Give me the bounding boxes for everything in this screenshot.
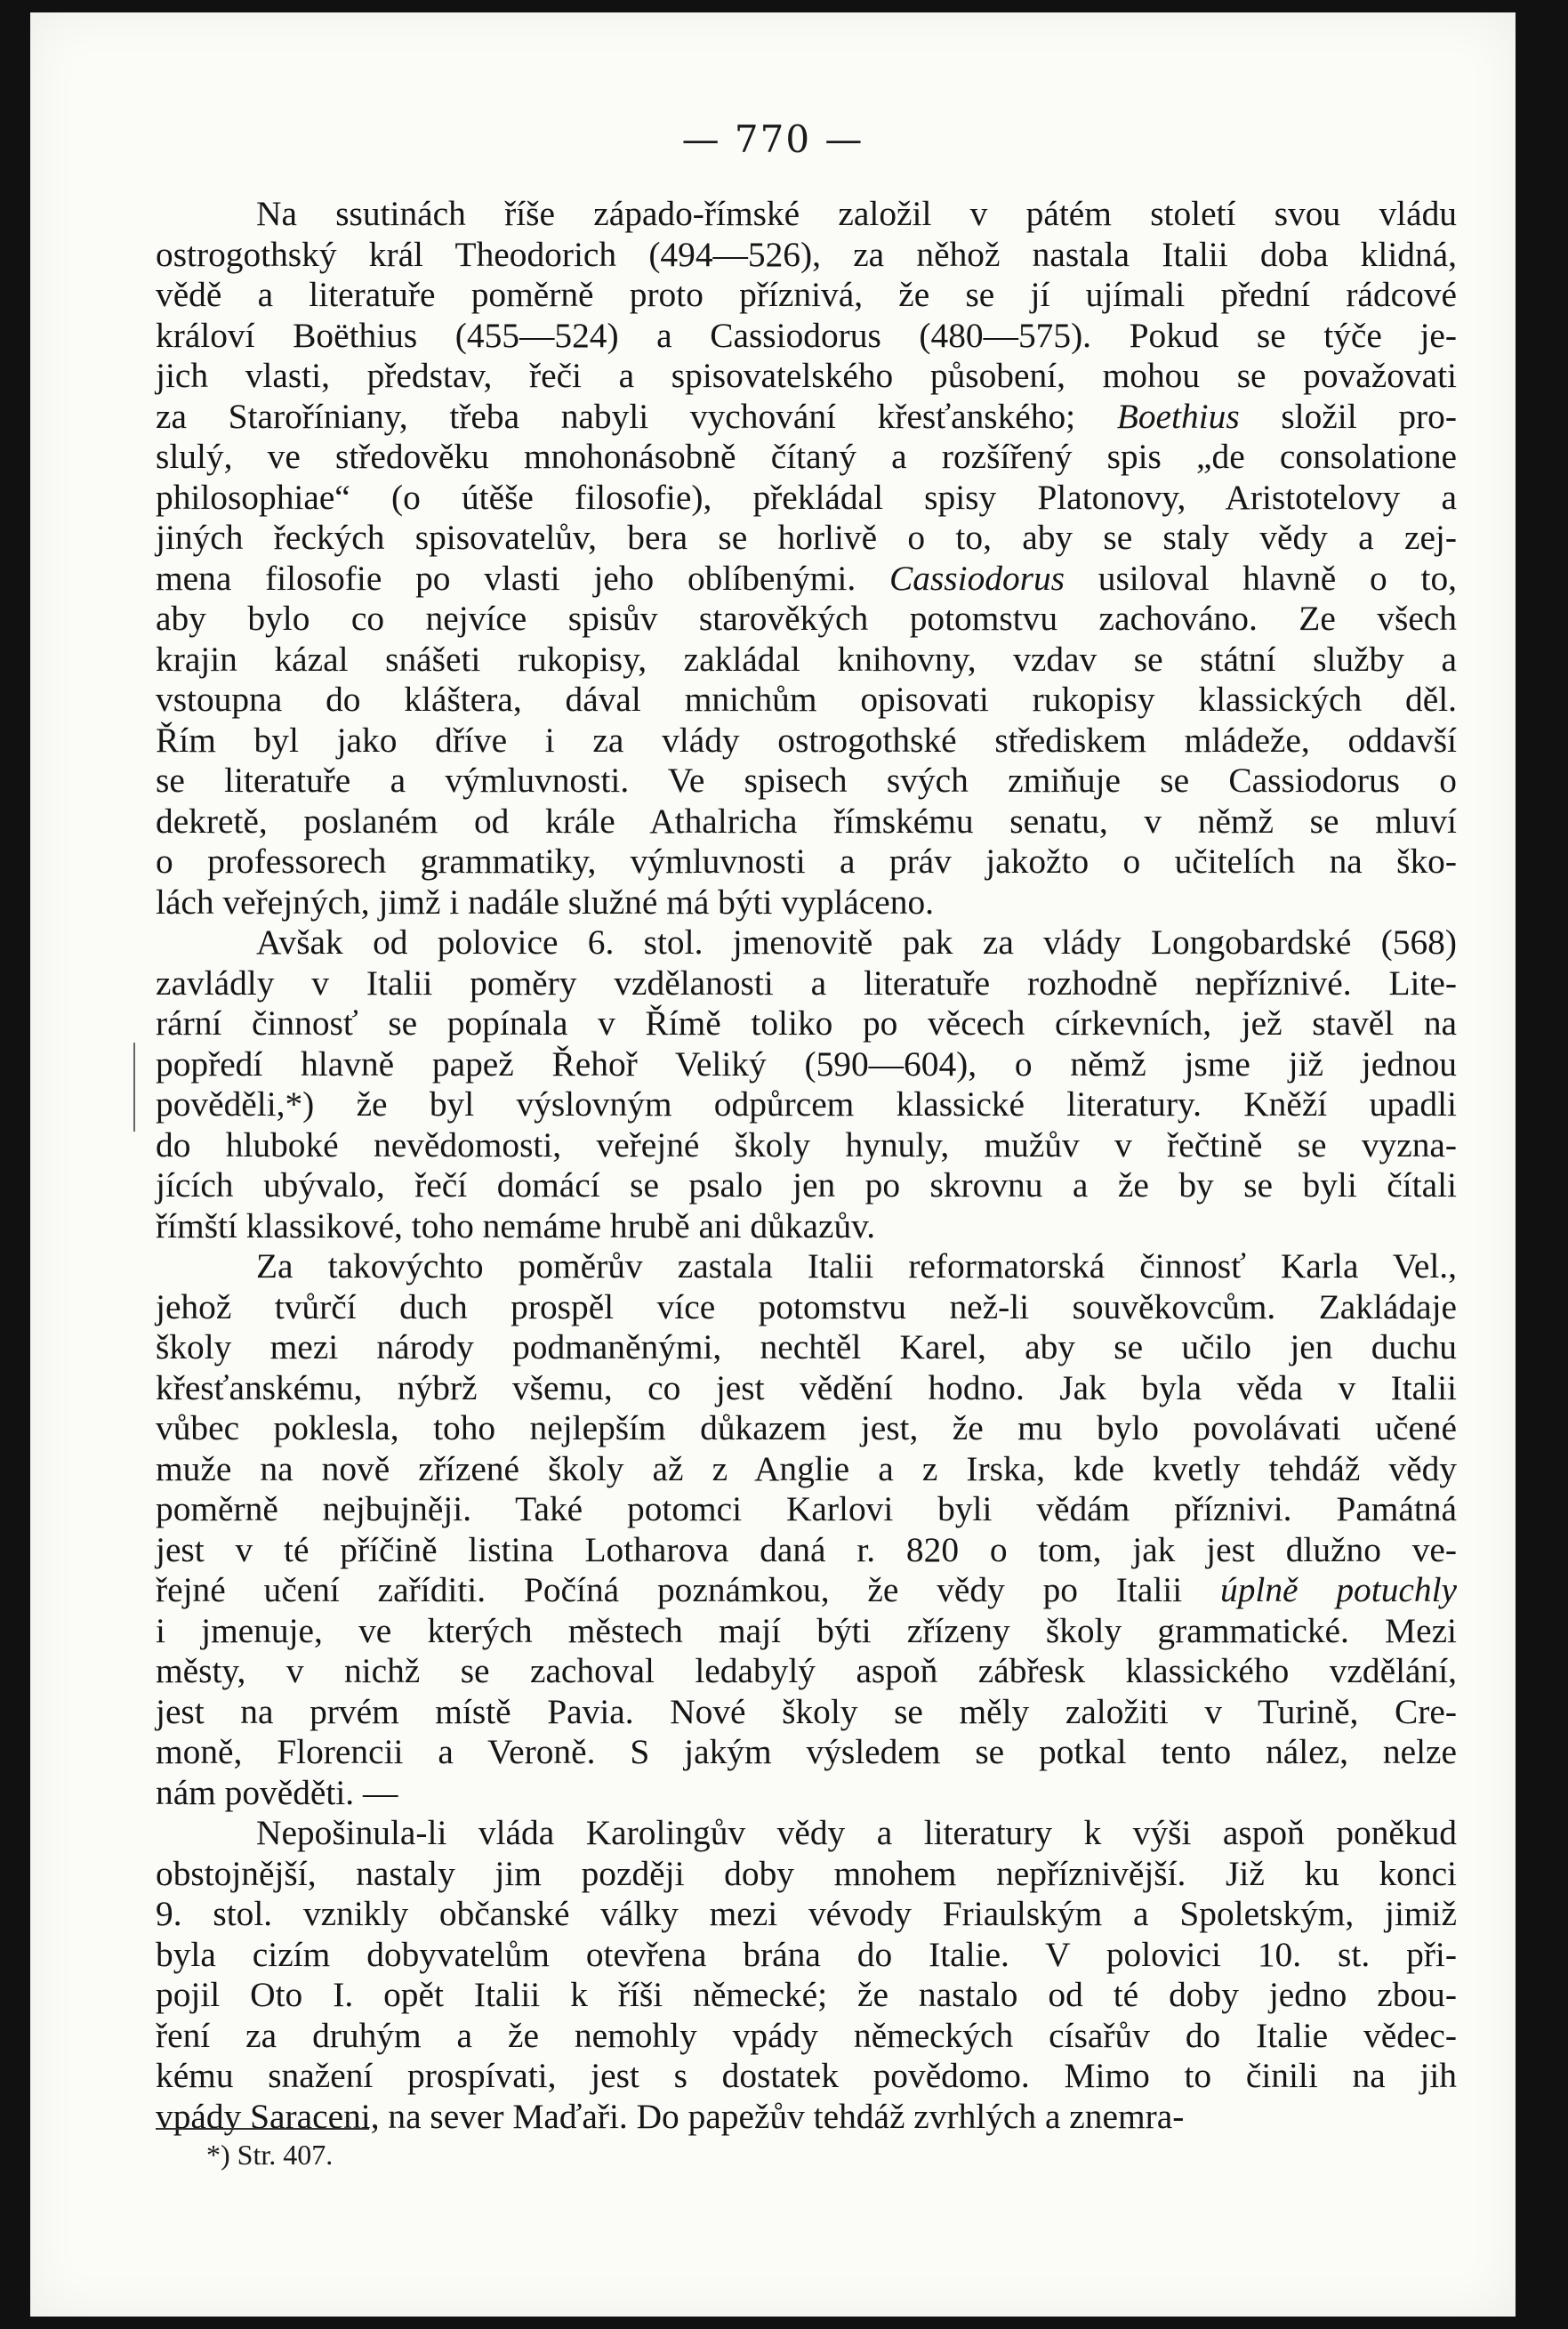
text-line: i jmenuje, ve kterých městech mají býti zřízeny školy grammatické. Mezi (156, 1610, 1457, 1650)
text-line: slulý, ve středověku mnohonásobně čítaný a rozšířený spis „de consolatione (156, 437, 1457, 476)
text-line: vpády Saraceni, na sever Maďaři. Do papežův tehdáž zvrhlých a znemra- (156, 2096, 1185, 2136)
text-line: královí Boëthius (455—524) a Cassiodorus (480—575). Pokud se týče je- (156, 315, 1457, 355)
text-line: vůbec poklesla, toho nejlepším důkazem jest, že mu bylo povolávati učené (156, 1408, 1457, 1447)
paragraph (156, 923, 1457, 1246)
text-line: mena filosofie po vlasti jeho oblíbenými. Cassiodorus usiloval hlavně o to, (156, 558, 1457, 598)
text-line: nám pověděti. — (156, 1772, 398, 1812)
text-line: popředí hlavně papež Řehoř Veliký (590—604), o němž jsme již jednou (156, 1044, 1457, 1084)
text-line: Na ssutinách říše západo-římské založil v pátém století svou vládu (256, 194, 1457, 233)
margin-mark (133, 1043, 135, 1132)
text-line: se literatuře a výmluvnosti. Ve spisech svých zmiňuje se Cassiodorus o (156, 761, 1457, 800)
text-line: Za takovýchto poměrův zastala Italii reformatorská činnosť Karla Vel., (256, 1246, 1457, 1285)
text-line: lách veřejných, jimž i nadále služné má býti vypláceno. (156, 882, 935, 922)
body-text (156, 194, 1457, 2137)
text-line: obstojnější, nastaly jim později doby mnohem nepříznivější. Již ku konci (156, 1853, 1457, 1893)
paragraph (156, 194, 1457, 923)
text-line: zavládly v Italii poměry vzdělanosti a literatuře rozhodně nepříznivé. Lite- (156, 963, 1457, 1003)
text-line: městy, v nichž se zachoval ledabylý aspoň zábřesk klassického vzdělání, (156, 1651, 1457, 1690)
footnote: *) Str. 407. (206, 2139, 334, 2171)
paragraph (156, 1246, 1457, 1813)
text-line: jest na prvém místě Pavia. Nové školy se měly založiti v Turině, Cre- (156, 1691, 1457, 1731)
text-line: dekretě, poslaném od krále Athalricha římskému senatu, v němž se mluví (156, 801, 1457, 841)
text-line: o professorech grammatiky, výmluvnosti a práv jakožto o učitelích na ško- (156, 842, 1457, 881)
text-line: školy mezi národy podmaněnými, nechtěl Karel, aby se učilo jen duchu (156, 1327, 1457, 1366)
text-line: 9. stol. vznikly občanské války mezi vévody Friaulským a Spoletským, jimiž (156, 1894, 1457, 1933)
text-line: krajin kázal snášeti rukopisy, zakládal knihovny, vzdav se státní služby a (156, 639, 1457, 679)
text-line: Avšak od polovice 6. stol. jmenovitě pak za vlády Longobardské (568) (256, 923, 1457, 962)
text-line: vstoupna do kláštera, dával mnichům opisovati rukopisy klassických děl. (156, 680, 1457, 719)
footnote-rule (156, 2128, 369, 2130)
text-line: pojil Oto I. opět Italii k říši německé; že nastalo od té doby jedno zbou- (156, 1975, 1457, 2014)
text-line: jich vlasti, představ, řeči a spisovatelského působení, mohou se považovati (156, 356, 1457, 395)
text-line: kému snažení prospívati, jest s dostatek povědomo. Mimo to činili na jih (156, 2056, 1457, 2095)
text-line: Řím byl jako dříve i za vlády ostrogothské střediskem mládeže, oddavší (156, 720, 1457, 760)
text-line: poměrně nejbujněji. Také potomci Karlovi byli vědám příznivi. Památná (156, 1489, 1457, 1528)
text-line: za Staroříniany, třeba nabyli vychování křesťanského; Boethius složil pro- (156, 396, 1457, 436)
text-line: jest v té příčině listina Lotharova daná r. 820 o tom, jak jest dlužno ve- (156, 1529, 1457, 1569)
text-line: rární činnosť se popínala v Římě toliko po věcech církevních, jež stavěl na (156, 1003, 1457, 1043)
text-line: aby bylo co nejvíce spisův starověkých potomstvu zachováno. Ze všech (156, 599, 1457, 638)
text-line: jiných řeckých spisovatelův, bera se horlivě o to, aby se staly vědy a zej- (156, 518, 1457, 557)
text-line: muže na nově zřízené školy až z Anglie a z Irska, kde kvetly tehdáž vědy (156, 1448, 1457, 1488)
text-line: křesťanskému, nýbrž všemu, co jest vědění hodno. Jak byla věda v Italii (156, 1367, 1457, 1407)
page-number: — 770 — (681, 117, 864, 161)
text-line: ostrogothský král Theodorich (494—526), za něhož nastala Italii doba klidná, (156, 234, 1457, 274)
text-line: moně, Florencii a Veroně. S jakým výsledem se potkal tento nález, nelze (156, 1732, 1457, 1771)
text-line: římští klassikové, toho nemáme hrubě ani důkazův. (156, 1205, 876, 1245)
text-line: ření za druhým a že nemohly vpády německých císařův do Italie vědec- (156, 2015, 1457, 2055)
text-line: do hluboké nevědomosti, veřejné školy hynuly, mužův v řečtině se vyzna- (156, 1124, 1457, 1164)
text-line: philosophiae“ (o útěše filosofie), překládal spisy Platonovy, Aristotelovy a (156, 477, 1457, 517)
text-line: jehož tvůrčí duch prospěl více potomstvu než-li souvěkovcům. Zakládaje (156, 1286, 1457, 1326)
text-line: byla cizím dobyvatelům otevřena brána do Italie. V polovici 10. st. při- (156, 1934, 1457, 1974)
paragraph (156, 1813, 1457, 2137)
text-line: vědě a literatuře poměrně proto příznivá, že se jí ujímali přední rádcové (156, 275, 1457, 314)
text-line: pověděli,*) že byl výslovným odpůrcem klassické literatury. Kněží upadli (156, 1084, 1457, 1124)
text-line: Nepošinula-li vláda Karolingův vědy a literatury k výši aspoň poněkud (256, 1813, 1457, 1852)
text-line: řejné učení zaříditi. Počíná poznámkou, že vědy po Italii úplně potuchly (156, 1570, 1457, 1609)
text-line: jících ubývalo, řečí domácí se psalo jen po skrovnu a že by se byli čítali (156, 1165, 1457, 1205)
